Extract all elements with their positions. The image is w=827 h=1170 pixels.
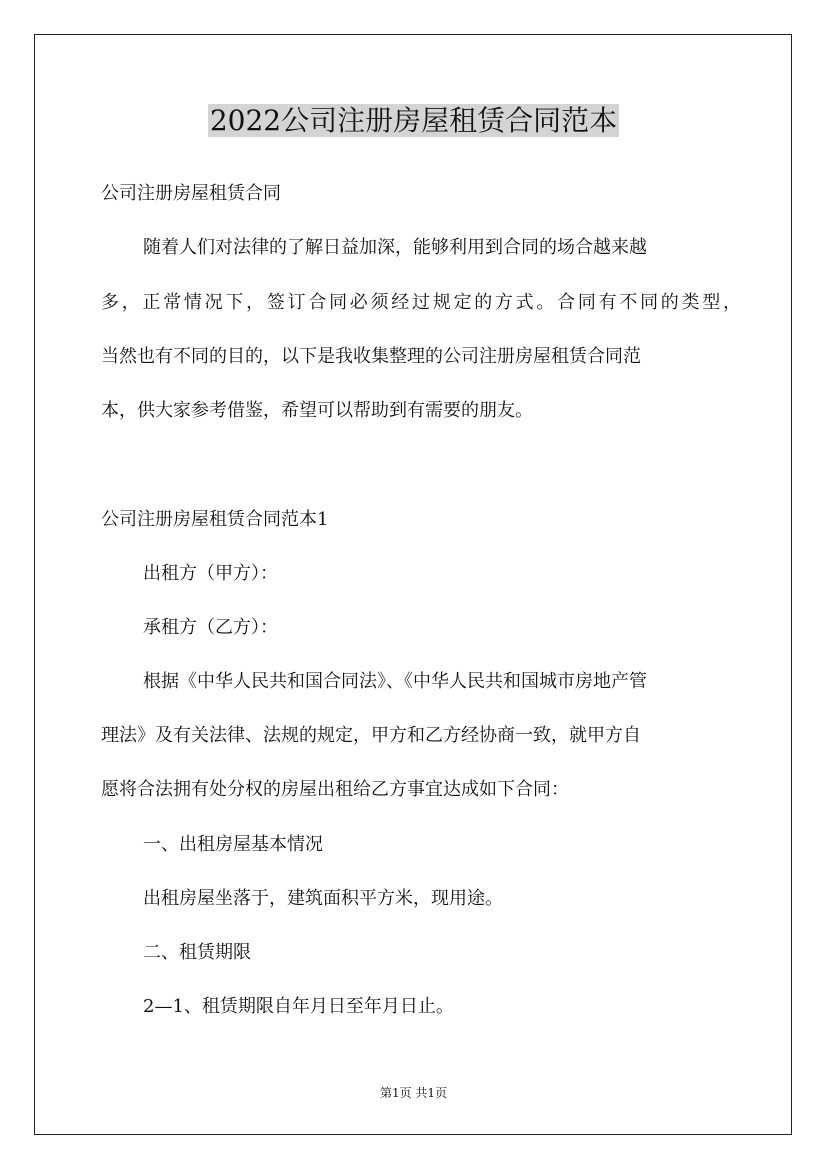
clause-2-1-text: 2—1、租赁期限自年月日至年月日止。 — [143, 996, 454, 1017]
clause-1-heading: 一、出租房屋基本情况 — [143, 834, 323, 855]
basis-line-1: 根据《中华人民共和国合同法》、《中华人民共和国城市房地产管 — [143, 671, 647, 692]
basis-line-3: 愿将合法拥有处分权的房屋出租给乙方事宜达成如下合同： — [101, 779, 569, 800]
intro-line-3: 当然也有不同的目的，以下是我收集整理的公司注册房屋租赁合同范 — [101, 346, 641, 367]
lessee-line: 承租方（乙方）： — [143, 617, 278, 638]
page-footer: 第1页 共1页 — [379, 1086, 448, 1100]
intro-line-4: 本，供大家参考借鉴，希望可以帮助到有需要的朋友。 — [101, 400, 533, 421]
intro-line-2: 多，正常情况下，签订合同必须经过规定的方式。合同有不同的类型， — [101, 292, 741, 313]
document-title-text: 2022公司注册房屋租赁合同范本 — [209, 104, 618, 137]
lessor-line: 出租方（甲方）： — [143, 563, 278, 584]
contract-heading: 公司注册房屋租赁合同 — [101, 183, 281, 204]
basis-line-2: 理法》及有关法律、法规的规定，甲方和乙方经协商一致，就甲方自 — [101, 725, 641, 746]
document-title — [0, 100, 827, 142]
clause-2-heading: 二、租赁期限 — [143, 942, 251, 963]
section-heading-template-1: 公司注册房屋租赁合同范本1 — [101, 509, 329, 530]
clause-1-text: 出租房屋坐落于，建筑面积平方米，现用途。 — [143, 888, 503, 909]
intro-line-1: 随着人们对法律的了解日益加深，能够利用到合同的场合越来越 — [143, 237, 647, 258]
